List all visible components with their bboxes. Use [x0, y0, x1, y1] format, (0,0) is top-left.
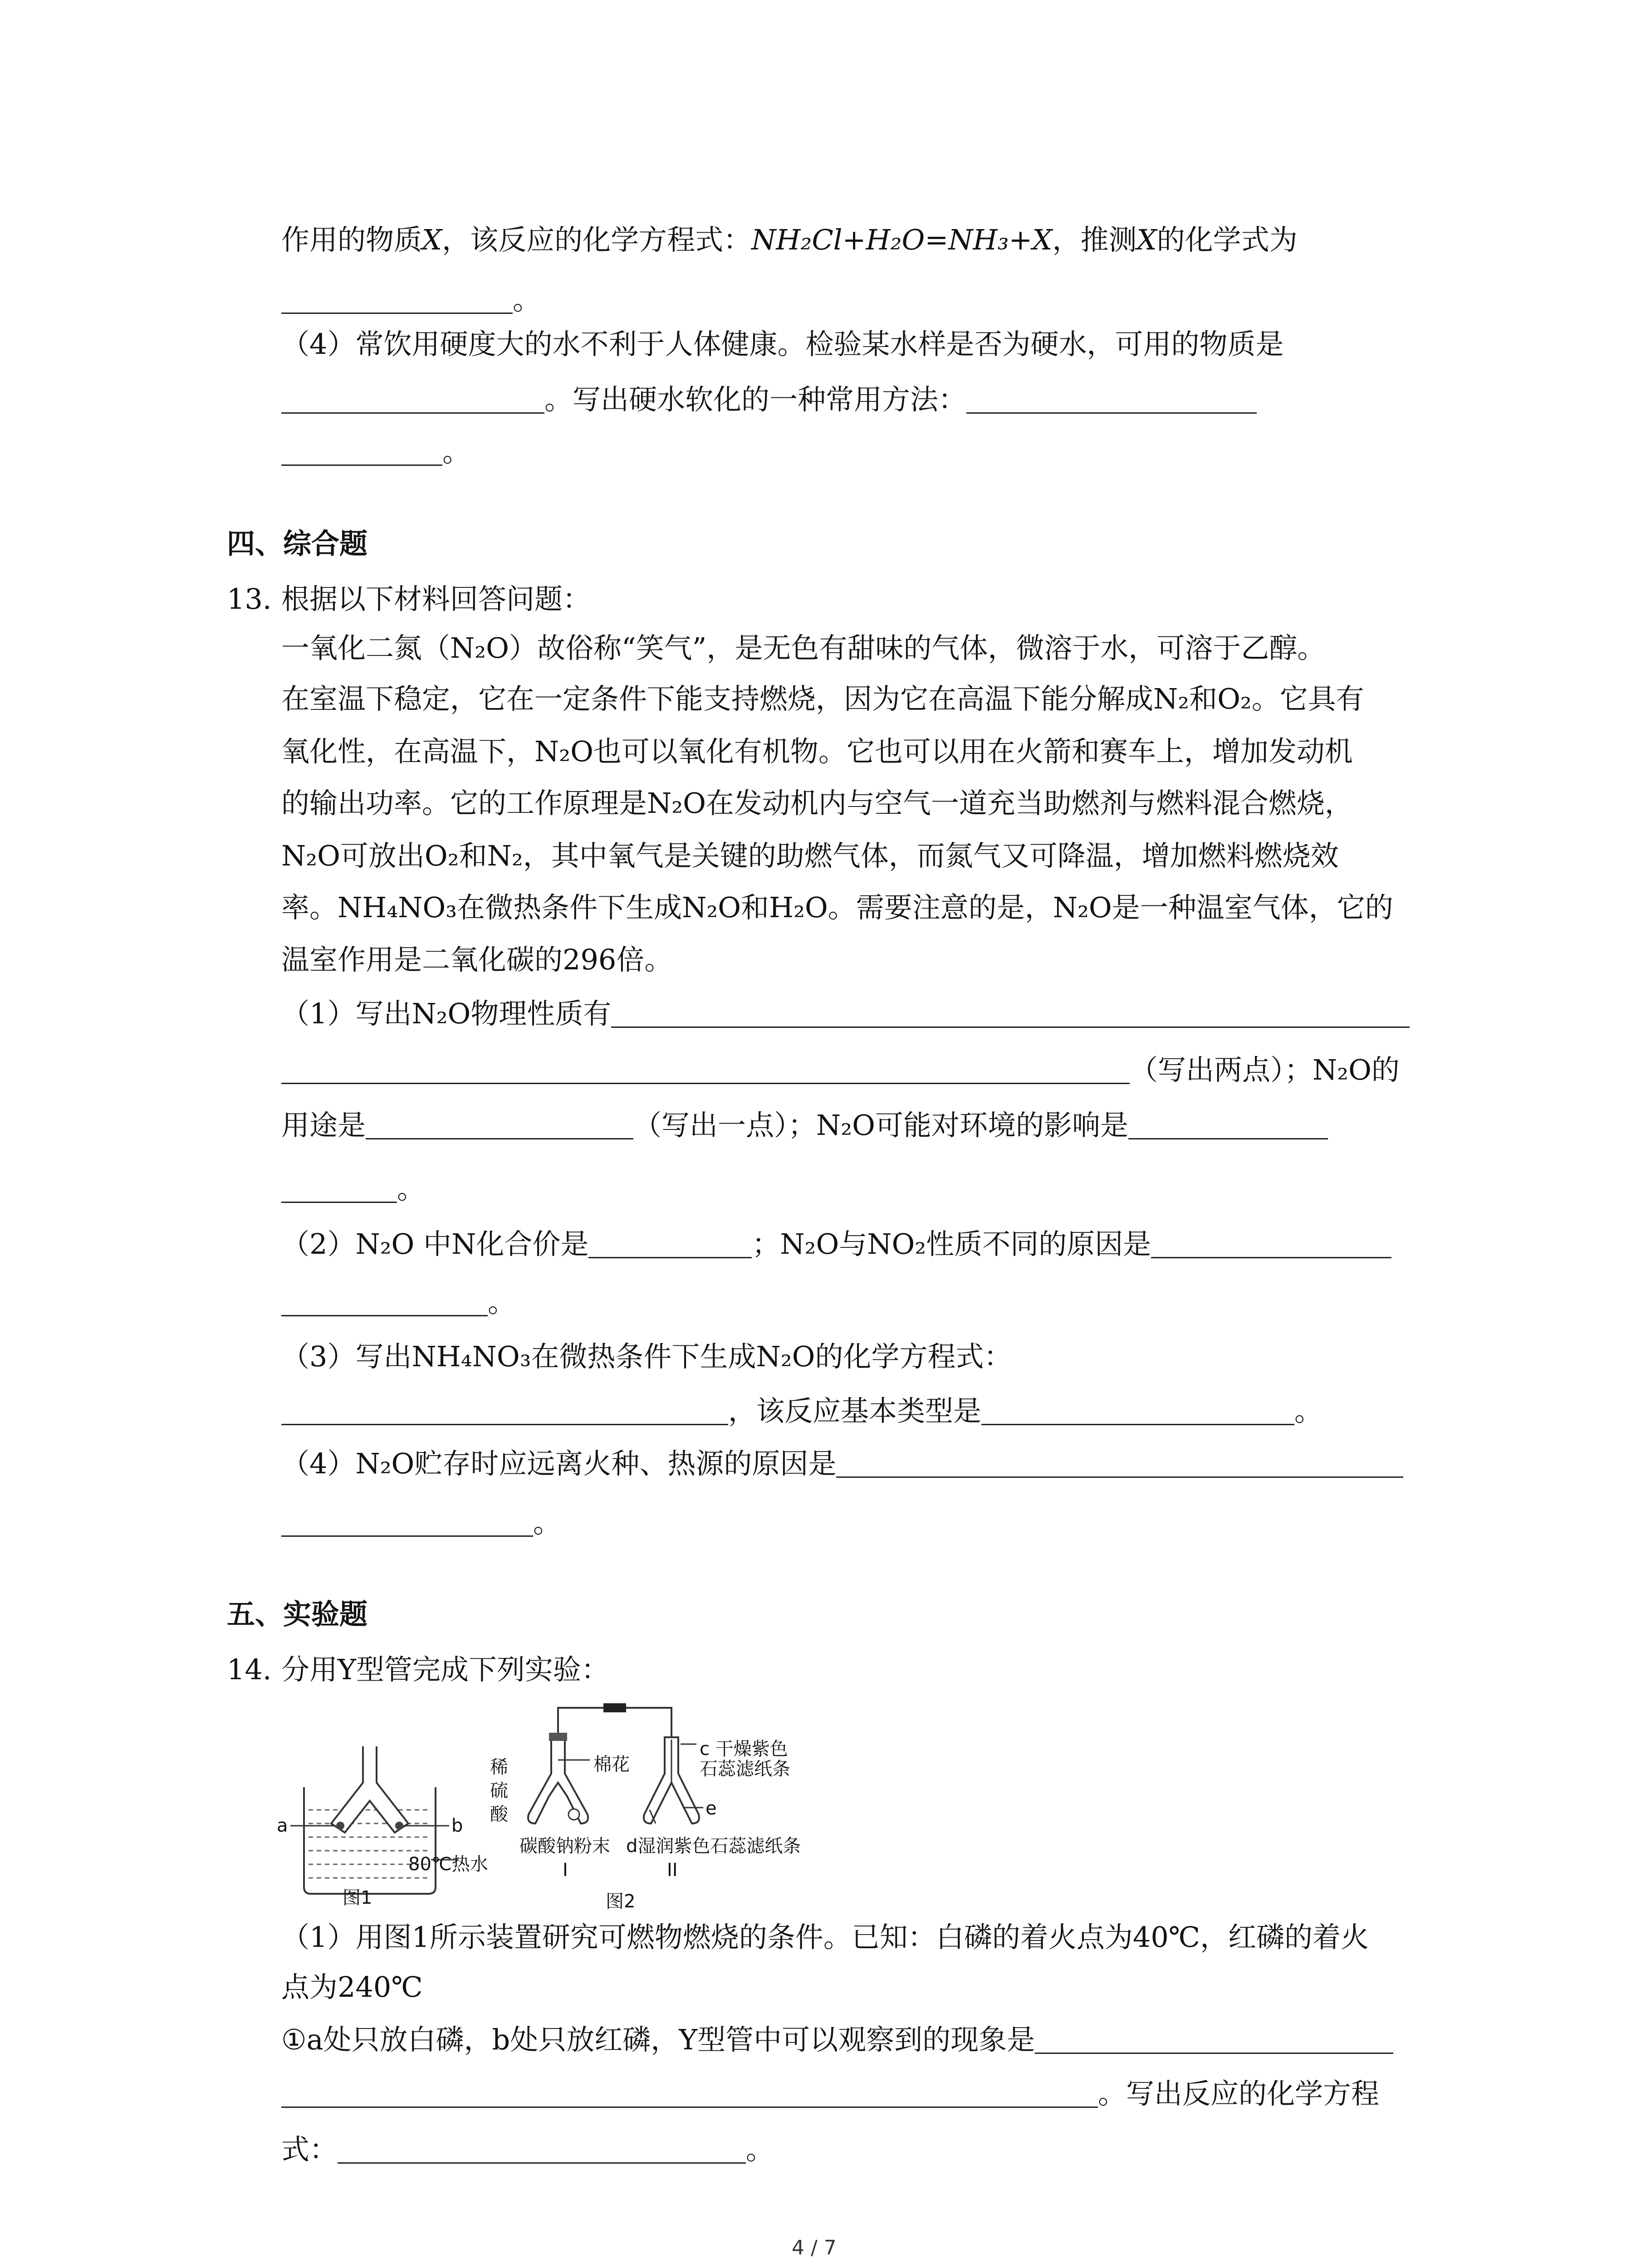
figure-2-label-char: 稀: [490, 1757, 508, 1778]
q12-line-formula: [281, 223, 1298, 256]
q12-var: X: [422, 223, 442, 256]
figure-2-label-I: I: [563, 1860, 568, 1881]
q12-text: ，推测: [1052, 223, 1137, 256]
q14-text: ①a处只放白磷，b处只放红磷，Y型管中可以观察到的现象是: [281, 2023, 1035, 2056]
q12-answer-line-1: [281, 283, 541, 316]
q13-text: 。: [1294, 1394, 1323, 1427]
q12-var: X: [1136, 223, 1157, 256]
q13-sub2-line1: [281, 1227, 1391, 1261]
figure-1-caption: 图1: [343, 1887, 372, 1908]
answer-blank[interactable]: [1151, 1232, 1391, 1258]
q13-text: 。: [488, 1286, 516, 1319]
section-title-5: 五、实验题: [227, 1598, 368, 1631]
q12-equation: NH₂Cl+H₂O=NH₃+X: [751, 223, 1053, 256]
q13-intro: 根据以下材料回答问题：: [281, 582, 591, 616]
figure-2-label-dilute-acid: [490, 1755, 508, 1826]
figure-2-apparatus: [490, 1687, 817, 1914]
answer-blank[interactable]: [281, 387, 544, 414]
q12-text: 。写出硬水软化的一种常用方法：: [544, 383, 967, 416]
q14-text: 。: [746, 2133, 774, 2166]
section-title-4: 四、综合题: [227, 527, 368, 560]
q12-text: ，该反应的化学方程式：: [442, 223, 752, 256]
figure-1: [277, 1737, 488, 1910]
q13-sub1-line4: [281, 1172, 426, 1205]
q14-sub1-line1: （1）用图1所示装置研究可燃物燃烧的条件。已知：白磷的着火点为40℃，红磷的着火: [281, 1921, 1369, 1954]
q14-sub1-line4: [281, 2077, 1380, 2110]
answer-blank[interactable]: [966, 387, 1257, 414]
answer-blank[interactable]: [366, 1113, 633, 1139]
q13-para-line: N₂O可放出O₂和N₂，其中氧气是关键的助燃气体，而氮气又可降温，增加燃料燃烧效: [281, 839, 1339, 872]
q13-text: ；N₂O与NO₂性质不同的原因是: [752, 1227, 1151, 1261]
q13-sub1-line3: [281, 1109, 1328, 1142]
q14-intro: 分用Y型管完成下列实验：: [281, 1653, 609, 1686]
q13-sub2-line2: [281, 1286, 516, 1319]
figure-2: [490, 1687, 817, 1914]
figure-2-label-c2: 石蕊滤纸条: [700, 1759, 790, 1779]
figure-2-caption: 图2: [606, 1891, 636, 1912]
answer-blank[interactable]: [281, 1176, 397, 1203]
q13-sub4-line1: [281, 1447, 1403, 1480]
q14-sub1-line5: [281, 2133, 774, 2166]
q13-para-line: 率。NH₄NO₃在微热条件下生成N₂O和H₂O。需要注意的是，N₂O是一种温室气体，它的: [281, 891, 1393, 924]
q13-sub3-line2: [281, 1394, 1323, 1427]
q13-text: 。: [397, 1172, 426, 1205]
figure-2-label-II: II: [667, 1860, 678, 1881]
q13-sub1-label: （1）写出N₂O物理性质有: [281, 997, 612, 1030]
figure-2-label-c: c 干燥紫色: [700, 1739, 788, 1760]
q14-number: 14.: [227, 1653, 272, 1686]
figure-1-label-a: a: [277, 1815, 288, 1836]
answer-blank[interactable]: [281, 1398, 728, 1425]
q14-sub1-line3: [281, 2023, 1393, 2056]
figure-2-label-char: 酸: [490, 1804, 508, 1825]
q13-sub1-line1: [281, 997, 1410, 1030]
q14-text: 式：: [281, 2133, 338, 2166]
q13-number: 13.: [227, 582, 272, 616]
answer-blank[interactable]: [981, 1398, 1294, 1425]
q13-para-line: 氧化性，在高温下，N₂O也可以氧化有机物。它也可以用在火箭和赛车上，增加发动机: [281, 735, 1353, 768]
figure-1-label-b: b: [451, 1815, 463, 1836]
figure-2-label-d: d湿润紫色石蕊滤纸条: [626, 1836, 801, 1857]
q14-sub1-line2: 点为240℃: [281, 1970, 423, 2004]
q13-text: ，该反应基本类型是: [728, 1394, 982, 1427]
answer-blank[interactable]: [1035, 2027, 1393, 2054]
q13-sub1-line2: [281, 1053, 1400, 1086]
q13-text: （写出一点）；N₂O可能对环境的影响是: [633, 1109, 1128, 1142]
answer-blank[interactable]: [281, 2081, 1098, 2108]
q12-part4-label: （4）常饮用硬度大的水不利于人体健康。检验某水样是否为硬水，可用的物质是: [281, 327, 1284, 361]
answer-blank[interactable]: [281, 1510, 533, 1537]
answer-blank[interactable]: [281, 1290, 488, 1316]
q12-part4: [281, 327, 1284, 361]
q12-part4-line2: [281, 383, 1257, 416]
q13-sub3-line1: [281, 1340, 1012, 1373]
q13-para-line: 的输出功率。它的工作原理是N₂O在发动机内与空气一道充当助燃剂与燃料混合燃烧，: [281, 787, 1353, 820]
q13-text: 。: [533, 1506, 562, 1539]
answer-blank[interactable]: [588, 1232, 752, 1258]
q13-sub2-label: （2）N₂O 中N化合价是: [281, 1227, 589, 1261]
figure-2-label-cotton: 棉花: [593, 1754, 630, 1775]
q12-part4-line3: [281, 435, 471, 468]
figure-2-label-soda: 碳酸钠粉末: [519, 1836, 610, 1857]
answer-blank[interactable]: [1128, 1113, 1328, 1139]
q13-sub4-line2: [281, 1506, 562, 1539]
q13-para-line: 温室作用是二氧化碳的296倍。: [281, 943, 673, 976]
q13-sub3-label: （3）写出NH₄NO₃在微热条件下生成N₂O的化学方程式：: [281, 1340, 1012, 1373]
q12-text: 。: [442, 435, 471, 468]
q13-para-line: 在室温下稳定，它在一定条件下能支持燃烧，因为它在高温下能分解成N₂和O₂。它具有: [281, 682, 1364, 715]
q12-text: 的化学式为: [1156, 223, 1298, 256]
q13-text: 用途是: [281, 1109, 366, 1142]
answer-blank[interactable]: [281, 1057, 1130, 1084]
q13-text: （写出两点）；N₂O的: [1130, 1053, 1400, 1086]
q14-text: 。写出反应的化学方程: [1098, 2077, 1380, 2110]
page-number: 4 / 7: [792, 2236, 837, 2259]
q12-text: 作用的物质: [281, 223, 422, 256]
answer-blank[interactable]: [338, 2137, 746, 2164]
q12-text: 。: [513, 283, 541, 316]
figure-2-label-e: e: [705, 1798, 717, 1819]
answer-blank[interactable]: [281, 439, 442, 466]
answer-blank[interactable]: [611, 1001, 1410, 1028]
q13-para-line: 一氧化二氮（N₂O）故俗称“笑气”，是无色有甜味的气体，微溶于水，可溶于乙醇。: [281, 631, 1326, 665]
answer-blank[interactable]: [281, 287, 513, 314]
q13-sub4-label: （4）N₂O贮存时应远离火种、热源的原因是: [281, 1447, 837, 1480]
figure-2-label-char: 硫: [490, 1780, 508, 1801]
answer-blank[interactable]: [836, 1451, 1403, 1478]
figure-1-label-hot-water: 80℃热水: [408, 1854, 488, 1875]
